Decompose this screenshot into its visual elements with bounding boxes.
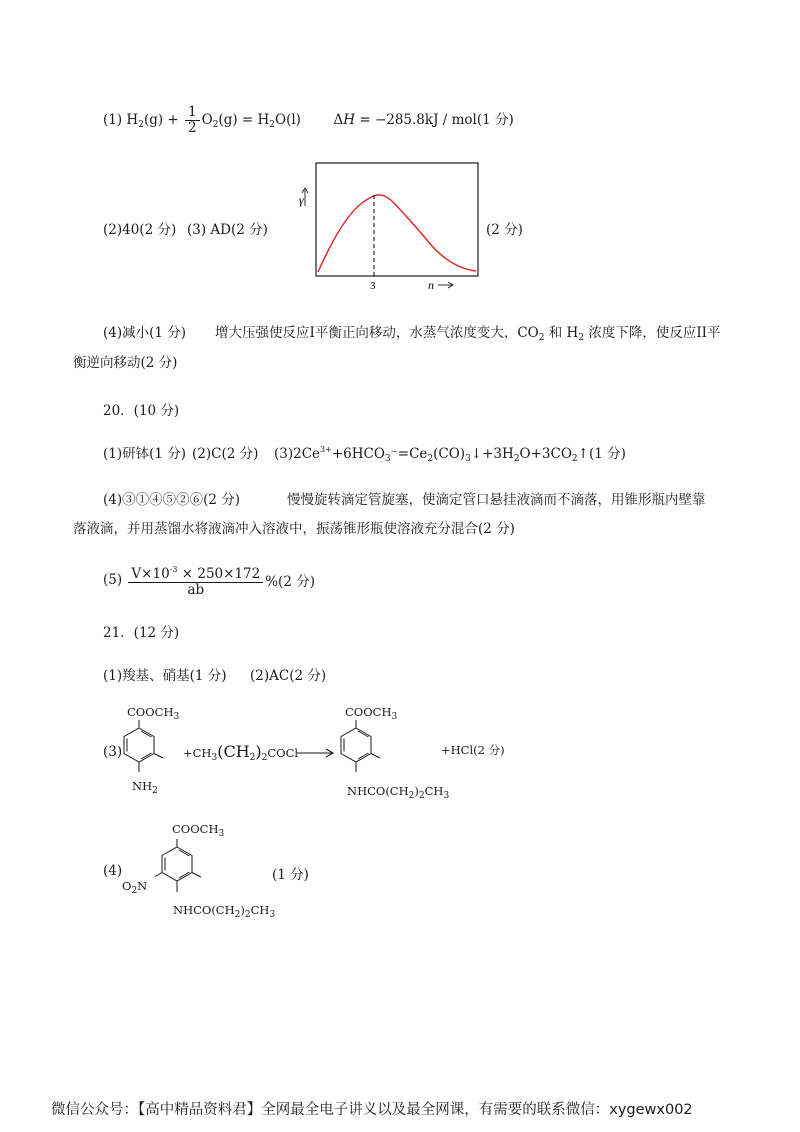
part-label: (1) [103,112,123,128]
subscript: 2 [408,791,415,801]
text-span: CH [250,903,270,917]
subscript: 2 [131,886,138,896]
fraction-numerator: 1 [185,106,200,121]
text-span: NH [132,779,153,793]
text-span: × 250×172 [177,566,261,582]
q21-part2: (2)AC(2 分) [250,668,327,684]
score-text: %(2 分) [265,574,315,590]
x-label-text: n [428,278,434,292]
text-span: +6HCO [331,446,385,462]
q20-part4-label: (4)③①④⑤②⑥(2 分) [103,492,241,508]
formula-text: H [126,112,139,128]
product-benzene-ring [333,720,393,790]
superscript: 3+ [320,445,332,454]
formula-text: (g) = H [218,112,270,128]
q20-heading: 20．(10 分) [103,403,180,419]
formula-text: (g) + [143,112,179,128]
q19-part3: (3) AD(2 分) [187,222,268,238]
text-span: ⁻=Ce [390,446,428,462]
subscript: 2 [578,333,585,343]
part4-nitro-group [122,879,147,896]
product-top-group [345,705,397,722]
text-span: 增大压强使反应I平衡正向移动，水蒸气浓度变大，CO [215,325,539,341]
subscript: 3 [465,454,471,464]
formula-text: O(l) [275,112,301,128]
graph-frame [316,163,478,276]
subscript: 2 [427,454,434,464]
fraction-numerator [128,563,263,583]
subscript: 3 [443,791,450,801]
fraction-denominator: ab [187,582,205,598]
subscript: 2 [538,333,545,343]
q21-part4-label: (4) [103,863,123,879]
q21-heading: 21．(12 分) [103,625,180,641]
q19-part4-line1 [215,321,721,343]
text-span: (CO) [433,446,466,462]
text-span: NHCO(CH [173,903,235,917]
q21-part3-label: (3) [103,744,123,760]
footer-watermark-text: 微信公众号：【高中精品资料君】全网最全电子讲义以及最全网课，有需要的联系微信：xygewx002 [51,1102,693,1118]
part4-top-group [172,822,224,839]
text-span: CH [424,784,444,798]
text-span: ↓+3H [470,446,514,462]
reactant-top-group [127,705,179,722]
q21-part1: (1)羧基、硝基(1 分) [103,668,227,684]
q20-part4-line2: 落液滴，并用蒸馏水将液滴冲入溶液中，振荡锥形瓶使溶液充分混合(2 分) [73,521,515,537]
text-span: (CH [217,742,250,761]
subscript: 2 [212,120,219,130]
subscript: 2 [418,791,425,801]
text-span: +CH [183,746,212,760]
product-bottom-group [347,784,449,801]
part4-bottom-group [173,903,275,920]
subscript: 3 [391,712,398,722]
q20-part1: (1)研钵(1 分) [103,446,187,462]
red-curve [318,195,476,272]
q20-part3-equation [274,442,626,464]
text-span: 和 H [544,325,579,341]
text-span: COOCH [127,705,174,719]
text-span: ) [255,742,262,761]
subscript: 3 [269,910,276,920]
fraction-half [185,106,200,135]
subscript: 2 [138,120,144,130]
reagent-formula [183,742,298,763]
reaction-arrow-icon [297,746,335,760]
q19-part4-line2: 衡逆向移动(2 分) [73,355,178,371]
text-span: 浓度下降，使反应II平 [584,325,721,341]
q19-part1-equation [103,106,514,135]
subscript: 2 [269,120,275,130]
q21-part4-score: (1 分) [272,867,309,883]
fraction-denominator: 2 [188,120,197,136]
part-label: (5) [103,572,123,588]
q19-part4-label: (4)减小(1 分) [103,325,187,341]
subscript: 2 [513,454,520,464]
subscript: 2 [244,910,251,920]
text-span: ↑(1 分) [577,446,626,462]
subscript: 2 [152,786,158,796]
q20-part4-line1: 慢慢旋转滴定管旋塞，使滴定管口悬挂液滴而不滴落，用锥形瓶内壁靠 [287,492,706,508]
subscript: 3 [173,712,180,722]
subscript: 3 [384,454,391,464]
text-span: O [122,879,132,893]
q21-part3-tail: +HCl(2 分) [441,743,505,757]
q20-part2: (2)C(2 分) [192,446,259,462]
subscript: 2 [249,753,256,763]
x-axis-label [428,278,453,292]
text-span: NHCO(CH [347,784,409,798]
text-span: N [137,879,148,893]
text-span: V×10 [131,566,170,582]
score-text: (1 分) [476,112,514,128]
subscript: 3 [218,829,225,839]
q19-part2: (2)40(2 分) [103,222,177,238]
text-span: COCl [267,746,299,760]
subscript: 2 [261,753,268,763]
enthalpy-value: = −285.8kJ / mol [355,112,477,128]
superscript: -3 [169,565,178,574]
subscript: 2 [571,454,578,464]
text-span: COOCH [172,822,219,836]
text-span: O+3CO [519,446,572,462]
subscript: 2 [234,910,241,920]
text-span: (3)2Ce [274,446,321,462]
q20-part5-formula [103,563,315,597]
part4-benzene-ring [147,838,213,906]
text-span: COOCH [345,705,392,719]
graph-score: (2 分) [486,222,523,238]
text-span: ) [414,784,419,798]
gamma-vs-n-graph [292,158,492,294]
enthalpy-symbol: H [343,112,356,128]
y-label-text: γ [299,193,304,207]
yield-fraction [128,563,263,597]
peak-tick-label: 3 [370,280,376,292]
formula-text: O [201,112,213,128]
text-span: ) [240,903,245,917]
y-axis-label [299,188,308,207]
reactant-bottom-group [132,779,158,796]
delta-symbol: Δ [333,112,344,128]
subscript: 3 [211,753,218,763]
